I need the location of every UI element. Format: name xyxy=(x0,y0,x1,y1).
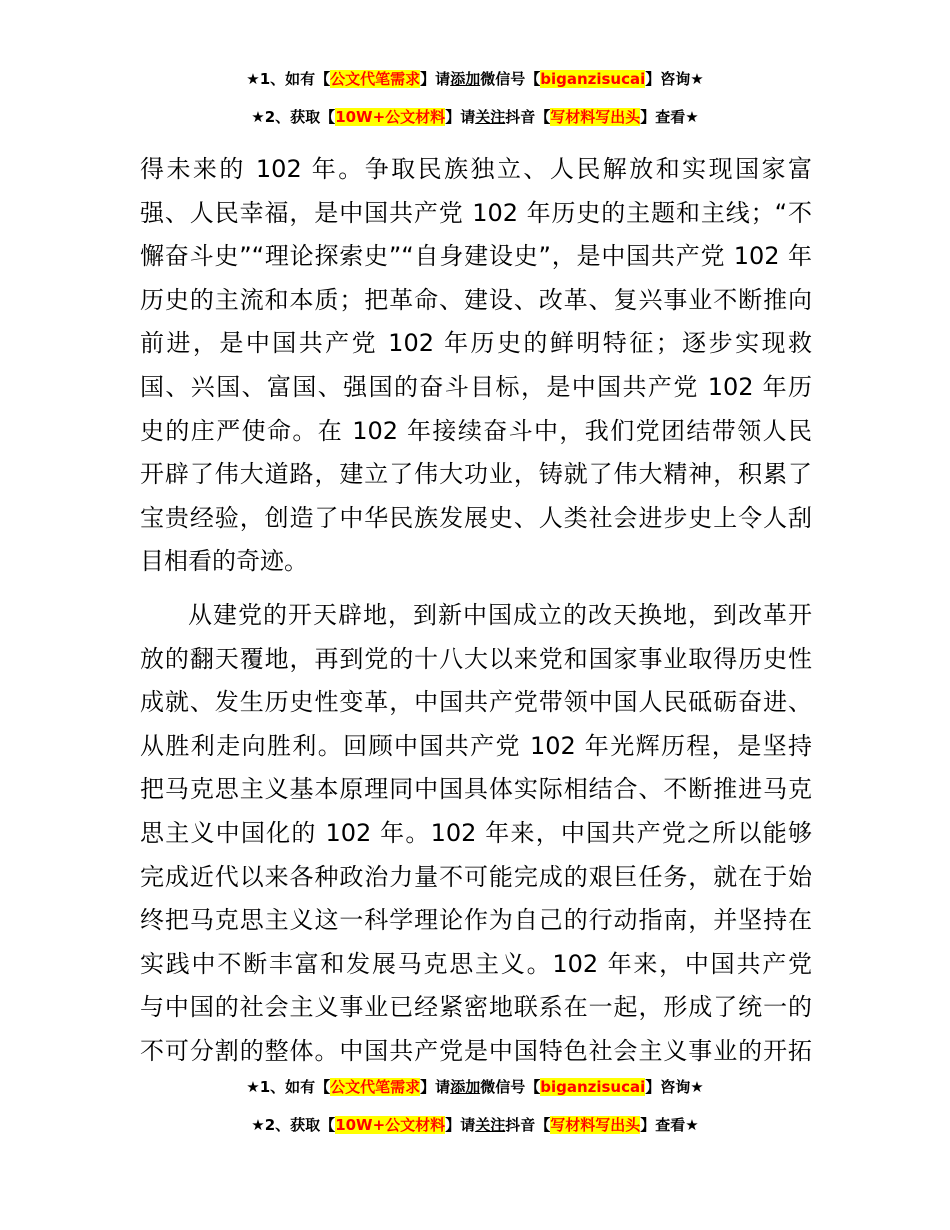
banner-highlight: biganzisucai xyxy=(540,1078,646,1096)
text-line: 不可分割的整体。中国共产党是中国特色社会主义事业的开拓 xyxy=(140,1036,812,1065)
text-line: 成就、发生历史性变革，中国共产党带领中国人民砥砺奋进、 xyxy=(140,688,812,717)
banner-underline: 关注 xyxy=(475,1116,506,1134)
banner-text: 】请 xyxy=(445,108,476,126)
banner-text: 】请 xyxy=(420,70,451,88)
banner-text: 微信号【 xyxy=(480,1078,541,1096)
text-line: 得未来的 102 年。争取民族独立、人民解放和实现国家富 xyxy=(140,155,812,183)
text-line: 懈奋斗史”“理论探索史”“自身建设史”，是中国共产党 102 年 xyxy=(140,242,812,271)
banner-highlight: 10W+公文材料 xyxy=(335,108,446,126)
banner-text: ★2、获取【 xyxy=(251,1116,336,1134)
banner-text: 】请 xyxy=(445,1116,476,1134)
banner-underline: 关注 xyxy=(475,108,506,126)
header-banner-line-2 xyxy=(0,107,950,127)
text-line: 从建党的开天辟地，到新中国成立的改天换地，到改革开 xyxy=(188,600,812,629)
banner-highlight: 公文代笔需求 xyxy=(330,1078,421,1096)
text-line: 国、兴国、富国、强国的奋斗目标，是中国共产党 102 年历 xyxy=(140,372,812,401)
banner-text: 】查看★ xyxy=(640,108,699,126)
text-line: 实践中不断丰富和发展马克思主义。102 年来，中国共产党 xyxy=(140,949,812,978)
text-line: 从胜利走向胜利。回顾中国共产党 102 年光辉历程，是坚持 xyxy=(140,731,812,760)
footer-banner-line-1 xyxy=(0,1077,950,1097)
banner-underline: 添加 xyxy=(450,70,481,88)
banner-highlight: 写材料写出头 xyxy=(550,108,641,126)
text-line: 把马克思主义基本原理同中国具体实际相结合、不断推进马克 xyxy=(140,775,812,804)
banner-underline: 添加 xyxy=(450,1078,481,1096)
banner-text: 】请 xyxy=(420,1078,451,1096)
footer-banner-line-2 xyxy=(0,1115,950,1135)
banner-text: 抖音【 xyxy=(505,1116,551,1134)
text-line: 思主义中国化的 102 年。102 年来，中国共产党之所以能够 xyxy=(140,818,812,847)
text-line: 与中国的社会主义事业已经紧密地联系在一起，形成了统一的 xyxy=(140,993,812,1022)
text-line: 历史的主流和本质；把革命、建设、改革、复兴事业不断推向 xyxy=(140,285,812,314)
banner-text: 】查看★ xyxy=(640,1116,699,1134)
text-line: 放的翻天覆地，再到党的十八大以来党和国家事业取得历史性 xyxy=(140,644,812,673)
banner-text: ★1、如有【 xyxy=(246,1078,331,1096)
text-line: 强、人民幸福，是中国共产党 102 年历史的主题和主线；“不 xyxy=(140,198,812,227)
text-line: 史的庄严使命。在 102 年接续奋斗中，我们党团结带领人民 xyxy=(140,416,812,445)
banner-text: 微信号【 xyxy=(480,70,541,88)
banner-highlight: 公文代笔需求 xyxy=(330,70,421,88)
paragraph xyxy=(140,594,812,1074)
banner-highlight: biganzisucai xyxy=(540,70,646,88)
banner-text: ★1、如有【 xyxy=(246,70,331,88)
banner-text: ★2、获取【 xyxy=(251,108,336,126)
text-line: 开辟了伟大道路，建立了伟大功业，铸就了伟大精神，积累了 xyxy=(140,460,812,489)
text-line: 完成近代以来各种政治力量不可能完成的艰巨任务，就在于始 xyxy=(140,862,812,891)
banner-highlight: 10W+公文材料 xyxy=(335,1116,446,1134)
text-line: 目相看的奇迹。 xyxy=(140,547,308,576)
text-line: 终把马克思主义这一科学理论作为自己的行动指南，并坚持在 xyxy=(140,906,812,935)
paragraph-spacer xyxy=(140,584,812,594)
header-banner-line-1 xyxy=(0,69,950,89)
banner-highlight: 写材料写出头 xyxy=(550,1116,641,1134)
banner-text: 】咨询★ xyxy=(645,1078,704,1096)
banner-text: 】咨询★ xyxy=(645,70,704,88)
document-body xyxy=(140,148,812,1073)
banner-text: 抖音【 xyxy=(505,108,551,126)
paragraph xyxy=(140,148,812,584)
text-line: 宝贵经验，创造了中华民族发展史、人类社会进步史上令人刮 xyxy=(140,503,812,532)
text-line: 前进，是中国共产党 102 年历史的鲜明特征；逐步实现救 xyxy=(140,329,812,358)
